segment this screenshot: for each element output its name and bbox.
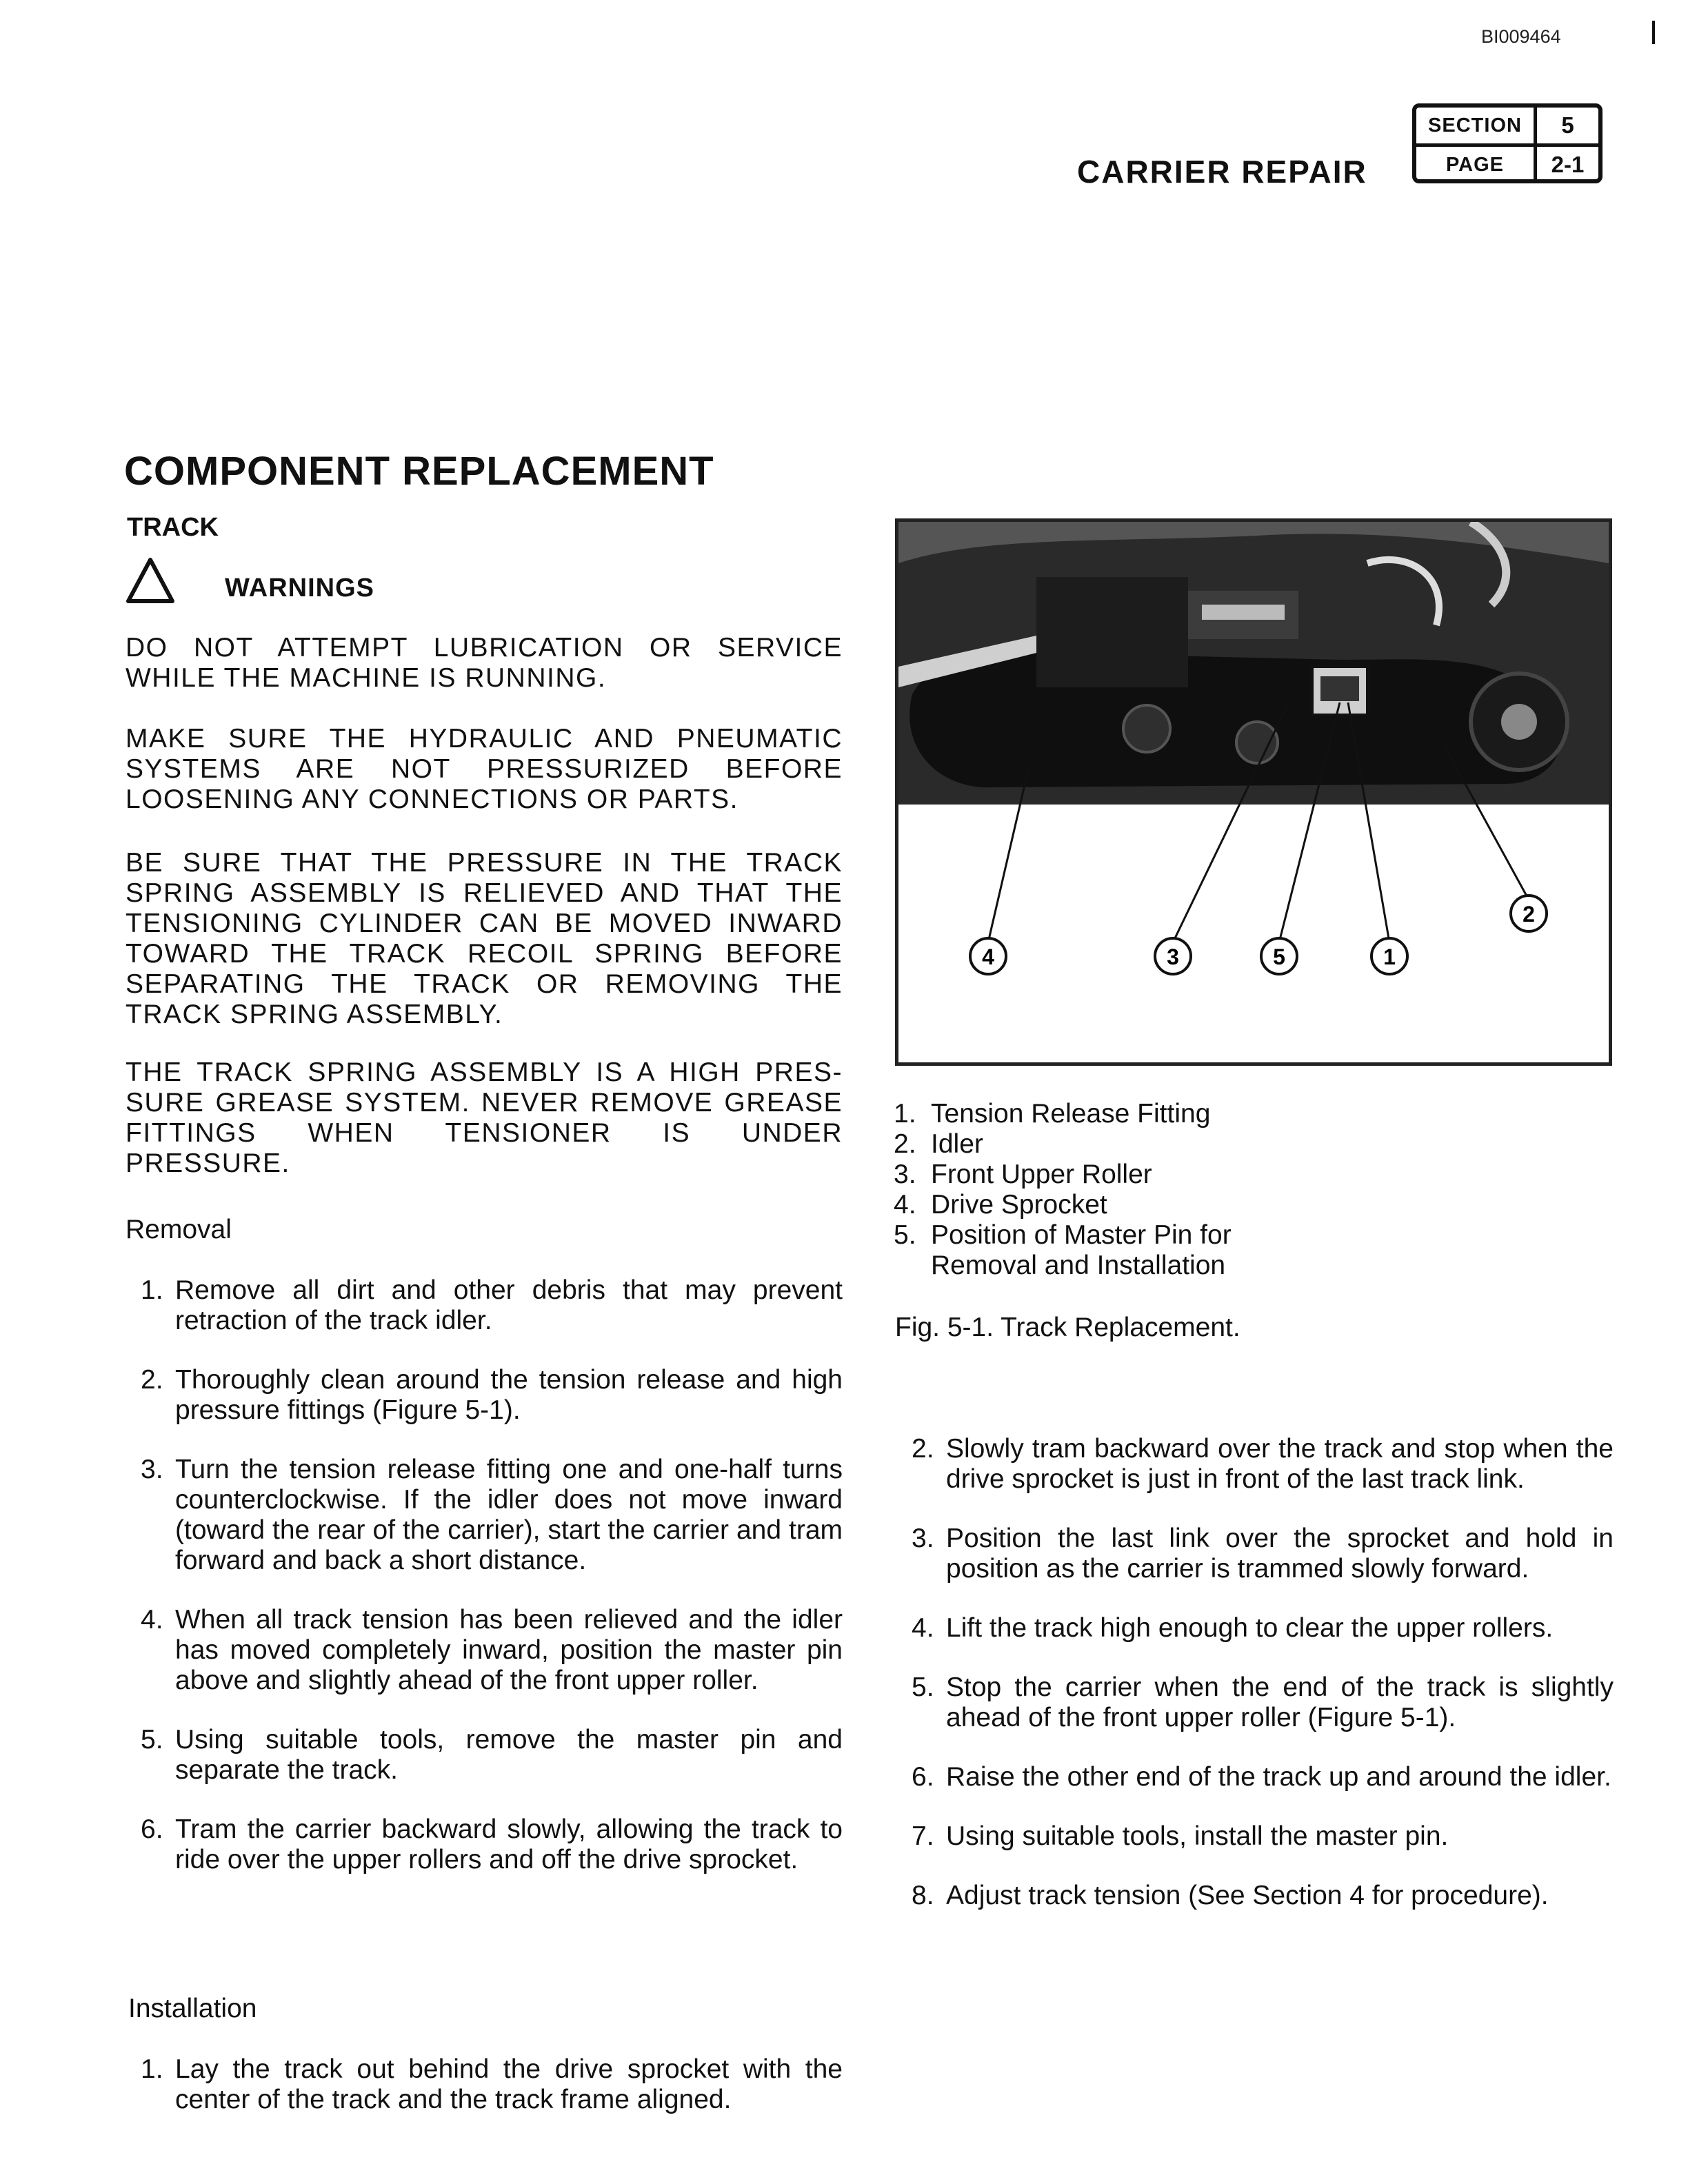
step-number: 4.	[141, 1605, 163, 1635]
installation-heading: Installation	[128, 1994, 257, 2023]
removal-heading: Removal	[125, 1215, 232, 1244]
step-text: Raise the other end of the track up and around the idler.	[946, 1762, 1611, 1792]
step-text: Turn the tension release fitting one and one-half turns counterclockwise. If the idler does not move inward (toward the rear of the carrier), start the carrier and tram forward and back a short distance.	[175, 1455, 843, 1575]
legend-item	[894, 1160, 1317, 1190]
legend-text: Position of Master Pin for Removal and Installation	[931, 1220, 1232, 1280]
figure-caption: Fig. 5-1. Track Replacement.	[895, 1313, 1240, 1342]
list-item	[125, 1605, 843, 1696]
warning-triangle-icon	[124, 556, 177, 605]
legend-text: Front Upper Roller	[931, 1160, 1152, 1189]
step-text: Remove all dirt and other debris that may prevent retraction of the track idler.	[175, 1275, 843, 1335]
list-item	[896, 1524, 1614, 1584]
page-header-title: CARRIER REPAIR	[1077, 154, 1367, 190]
list-item	[125, 2054, 843, 2115]
step-text: Slowly tram backward over the track and stop when the drive sprocket is just in front of the last track link.	[946, 1434, 1614, 1494]
list-item	[125, 1455, 843, 1576]
section-value: 5	[1561, 112, 1574, 138]
step-text: Lift the track high enough to clear the upper rollers.	[946, 1613, 1554, 1643]
step-number: 4.	[912, 1613, 934, 1643]
callout-4: 4	[982, 944, 994, 969]
warnings-label: WARNINGS	[225, 574, 374, 603]
section-row	[1416, 108, 1598, 147]
list-item	[125, 1814, 843, 1875]
warning-paragraph: DO NOT ATTEMPT LUBRICATION OR SERVICE WHILE THE MACHINE IS RUNNING.	[125, 633, 843, 693]
list-item	[125, 1275, 843, 1336]
list-item	[896, 1434, 1614, 1495]
warning-paragraph: BE SURE THAT THE PRESSURE IN THE TRACK SPRING ASSEMBLY IS RELIEVED AND THAT THE TENSIONING CYLINDER CAN BE MOVED INWARD TOWARD THE TRACK RECOIL SPRING BEFORE SEPARATING THE TRACK OR REMOVING THE TRACK SPRING ASSEMBLY.	[125, 848, 843, 1029]
list-item	[125, 1365, 843, 1426]
warning-paragraph: THE TRACK SPRING ASSEMBLY IS A HIGH PRES-SURE GREASE SYSTEM. NEVER REMOVE GREASE FITTINGS WHEN TENSIONER IS UNDER PRESSURE.	[125, 1058, 843, 1178]
step-text: Using suitable tools, install the master pin.	[946, 1821, 1449, 1851]
step-number: 3.	[912, 1524, 934, 1553]
list-item	[125, 1725, 843, 1786]
step-text: Tram the carrier backward slowly, allowing the track to ride over the upper rollers and off the drive sprocket.	[175, 1814, 843, 1874]
installation-steps-left	[125, 2054, 843, 2115]
legend-item	[894, 1190, 1317, 1220]
step-text: Using suitable tools, remove the master pin and separate the track.	[175, 1725, 843, 1785]
page-label: PAGE	[1416, 147, 1537, 183]
legend-number: 5.	[894, 1220, 916, 1250]
figure-legend	[894, 1099, 1317, 1281]
list-item	[896, 1821, 1614, 1852]
installation-steps-right	[896, 1434, 1614, 1911]
legend-text: Tension Release Fitting	[931, 1099, 1211, 1129]
step-text: Stop the carrier when the end of the track is slightly ahead of the front upper roller (Figure 5-1).	[946, 1672, 1614, 1732]
step-text: Lay the track out behind the drive sprocket with the center of the track and the track frame aligned.	[175, 2054, 843, 2114]
track-photo-illustration	[898, 522, 1609, 1062]
subheading-track: TRACK	[127, 513, 219, 542]
list-item	[896, 1762, 1614, 1792]
track-photo	[895, 518, 1612, 1066]
warning-paragraph: MAKE SURE THE HYDRAULIC AND PNEUMATIC SYSTEMS ARE NOT PRESSURIZED BEFORE LOOSENING ANY CONNECTIONS OR PARTS.	[125, 724, 843, 814]
step-number: 1.	[141, 1275, 163, 1305]
removal-steps	[125, 1275, 843, 1875]
document-id: BI009464	[1481, 26, 1561, 47]
step-number: 3.	[141, 1455, 163, 1484]
step-number: 6.	[141, 1814, 163, 1844]
legend-number: 1.	[894, 1099, 916, 1129]
legend-number: 2.	[894, 1129, 916, 1159]
legend-item	[894, 1220, 1317, 1281]
step-number: 2.	[912, 1434, 934, 1464]
main-heading: COMPONENT REPLACEMENT	[124, 449, 714, 494]
callout-3: 3	[1167, 944, 1179, 969]
legend-number: 4.	[894, 1190, 916, 1220]
step-number: 6.	[912, 1762, 934, 1792]
step-number: 5.	[141, 1725, 163, 1755]
callout-1: 1	[1383, 944, 1396, 969]
legend-number: 3.	[894, 1160, 916, 1189]
section-label: SECTION	[1416, 108, 1537, 143]
callout-2: 2	[1523, 902, 1535, 927]
step-text: Adjust track tension (See Section 4 for procedure).	[946, 1881, 1549, 1910]
step-number: 7.	[912, 1821, 934, 1851]
list-item	[896, 1672, 1614, 1733]
edge-mark	[1652, 21, 1655, 44]
page-value: 2-1	[1551, 152, 1585, 177]
list-item	[896, 1881, 1614, 1911]
step-number: 8.	[912, 1881, 934, 1910]
legend-text: Idler	[931, 1129, 983, 1159]
step-text: Thoroughly clean around the tension release and high pressure fittings (Figure 5-1).	[175, 1365, 843, 1425]
callout-5: 5	[1273, 944, 1285, 969]
legend-item	[894, 1099, 1317, 1129]
legend-text: Drive Sprocket	[931, 1190, 1107, 1220]
legend-item	[894, 1129, 1317, 1160]
step-number: 1.	[141, 2054, 163, 2084]
step-text: Position the last link over the sprocket and hold in position as the carrier is trammed slowly forward.	[946, 1524, 1614, 1584]
page-row	[1416, 147, 1598, 183]
list-item	[896, 1613, 1614, 1644]
step-number: 5.	[912, 1672, 934, 1702]
step-text: When all track tension has been relieved and the idler has moved completely inward, position the master pin above and slightly ahead of the front upper roller.	[175, 1605, 843, 1695]
step-number: 2.	[141, 1365, 163, 1395]
section-page-box	[1412, 103, 1602, 183]
